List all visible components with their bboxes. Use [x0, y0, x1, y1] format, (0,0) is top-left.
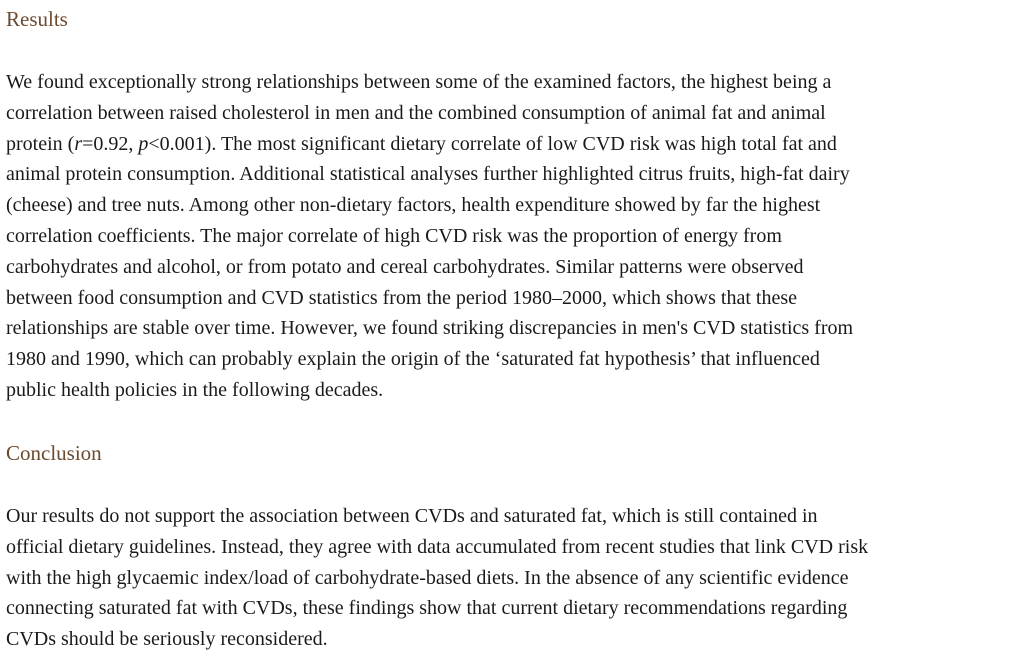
- conclusion-line-4: connecting saturated fat with CVDs, these findings show that current dietary recommendations regarding: [6, 597, 848, 620]
- conclusion-line-2: official dietary guidelines. Instead, they agree with data accumulated from recent studies that link CVD risk: [6, 535, 869, 558]
- conclusion-heading: Conclusion: [6, 441, 102, 465]
- r-value: =0.92,: [82, 132, 139, 155]
- results-line-7: carbohydrates and alcohol, or from potato and cereal carbohydrates. Similar patterns were observed: [6, 255, 804, 278]
- results-line-6: correlation coefficients. The major correlate of high CVD risk was the proportion of energy from: [6, 224, 782, 247]
- conclusion-line-1: Our results do not support the association between CVDs and saturated fat, which is still contained in: [6, 505, 818, 527]
- results-line-8: between food consumption and CVD statistics from the period 1980–2000, which shows that these: [6, 286, 797, 309]
- p-symbol: p: [138, 132, 149, 155]
- results-line-3: [6, 129, 991, 160]
- conclusion-line-3: with the high glycaemic index/load of carbohydrate-based diets. In the absence of any scientific evidence: [6, 566, 849, 589]
- results-line-2: correlation between raised cholesterol in men and the combined consumption of animal fat and animal: [6, 101, 826, 124]
- conclusion-paragraph: [6, 501, 991, 655]
- results-line-5: (cheese) and tree nuts. Among other non-dietary factors, health expenditure showed by far the highest: [6, 194, 821, 217]
- results-heading: Results: [6, 7, 68, 31]
- results-line-3-before: protein (: [6, 132, 75, 155]
- conclusion-line-5: CVDs should be seriously reconsidered.: [6, 628, 328, 651]
- results-line-3-after: <0.001). The most significant dietary correlate of low CVD risk was high total fat and: [148, 132, 837, 155]
- results-line-1: We found exceptionally strong relationships between some of the examined factors, the highest being a: [6, 71, 832, 93]
- results-line-4: animal protein consumption. Additional statistical analyses further highlighted citrus fruits, high-fat dairy: [6, 163, 850, 186]
- results-paragraph: [6, 67, 991, 406]
- results-line-10: 1980 and 1990, which can probably explain the origin of the ‘saturated fat hypothesis’ that influenced: [6, 348, 820, 371]
- results-line-11: public health policies in the following decades.: [6, 378, 384, 401]
- results-line-9: relationships are stable over time. However, we found striking discrepancies in men's CVD statistics from: [6, 317, 854, 340]
- r-symbol: r: [74, 132, 83, 155]
